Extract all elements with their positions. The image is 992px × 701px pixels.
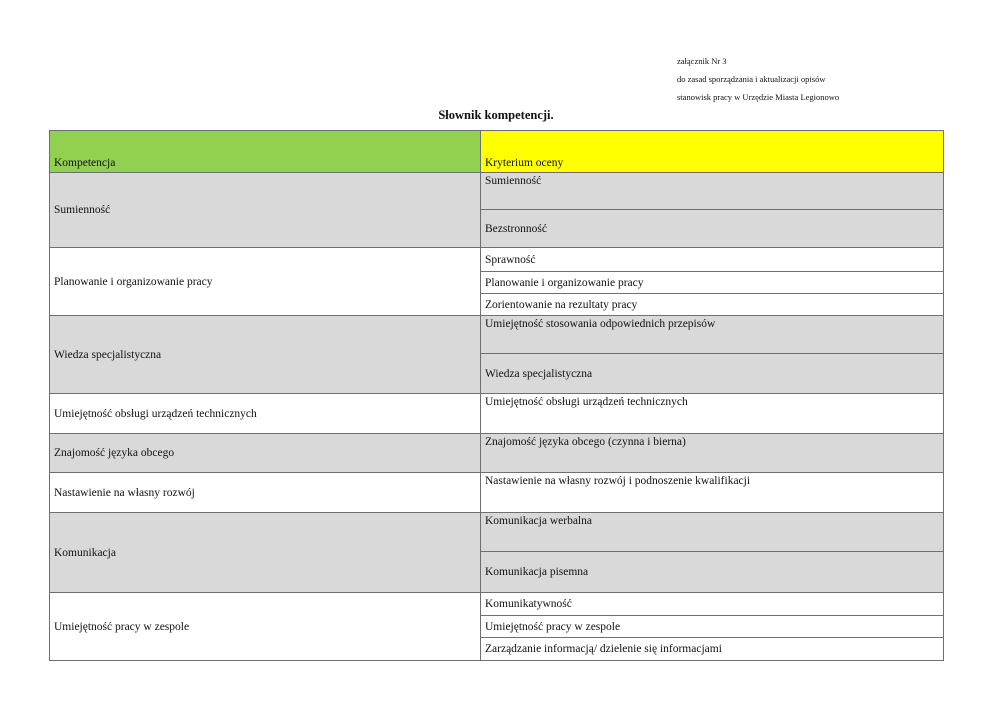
criterion-cell: Zorientowanie na rezultaty pracy [481, 294, 944, 316]
criterion-cell: Sprawność [481, 248, 944, 272]
criterion-cell: Znajomość języka obcego (czynna i bierna) [481, 434, 944, 473]
competency-table [49, 130, 944, 661]
competency-cell: Umiejętność obsługi urządzeń technicznych [50, 394, 481, 434]
annex-note [677, 52, 839, 106]
table-row [50, 513, 944, 552]
criterion-cell: Komunikatywność [481, 593, 944, 616]
annex-line: załącznik Nr 3 [677, 56, 727, 66]
competency-cell: Nastawienie na własny rozwój [50, 473, 481, 513]
criterion-cell: Umiejętność pracy w zespole [481, 616, 944, 638]
table-row [50, 434, 944, 473]
competency-cell: Wiedza specjalistyczna [50, 316, 481, 394]
annex-line: do zasad sporządzania i aktualizacji opisów [677, 74, 826, 84]
page-title: Słownik kompetencji. [438, 108, 554, 122]
criterion-cell: Komunikacja pisemna [481, 552, 944, 593]
header-row [50, 131, 944, 173]
table-row [50, 248, 944, 272]
criterion-cell: Zarządzanie informacją/ dzielenie się informacjami [481, 638, 944, 661]
criterion-cell: Bezstronność [481, 210, 944, 248]
table-row [50, 473, 944, 513]
criterion-cell: Umiejętność obsługi urządzeń technicznych [481, 394, 944, 434]
column-header-competency: Kompetencja [50, 131, 481, 173]
annex-line: stanowisk pracy w Urzędzie Miasta Legionowo [677, 92, 840, 102]
criterion-cell: Wiedza specjalistyczna [481, 354, 944, 394]
competency-cell: Znajomość języka obcego [50, 434, 481, 473]
criterion-cell: Planowanie i organizowanie pracy [481, 272, 944, 294]
competency-cell: Umiejętność pracy w zespole [50, 593, 481, 661]
column-header-criterion: Kryterium oceny [481, 131, 944, 173]
criterion-cell: Nastawienie na własny rozwój i podnoszenie kwalifikacji [481, 473, 944, 513]
table-row [50, 593, 944, 616]
criterion-cell: Umiejętność stosowania odpowiednich przepisów [481, 316, 944, 354]
table-row [50, 316, 944, 354]
criterion-cell: Komunikacja werbalna [481, 513, 944, 552]
criterion-cell: Sumienność [481, 173, 944, 210]
table-row [50, 394, 944, 434]
competency-cell: Sumienność [50, 173, 481, 248]
competency-cell: Planowanie i organizowanie pracy [50, 248, 481, 316]
competency-cell: Komunikacja [50, 513, 481, 593]
table-row [50, 173, 944, 210]
